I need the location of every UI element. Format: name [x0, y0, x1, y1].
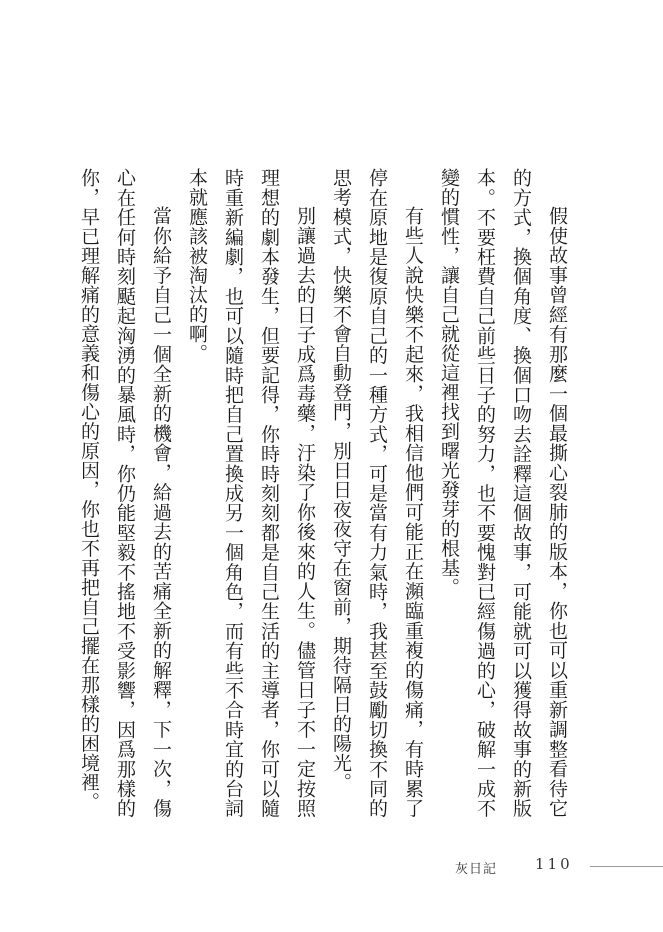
footer-divider [590, 866, 663, 867]
paragraph-1: 假使故事曾經有那麼一個最撕心裂肺的版本，你也可以重新調整看待它的方式，換個角度、換個口吻去詮釋這個故事，可能就可以獲得故事的新版本。不要枉費自己前些日子的努力，也不要愧對已經傷過的心，破解一成不變的慣性，讓自己就從這裡找到曙光發芽的根基。 [438, 168, 568, 818]
paragraph-4: 當你給予自己一個全新的機會，給過去的苦痛全新的解釋，下一次，傷心在任何時刻颳起洶湧的暴風時，你仍能堅毅不搖地不受影響，因爲那樣的你，早已理解痛的意義和傷心的原因，你也不再把自己擺在那樣的困境裡。 [78, 168, 172, 818]
paragraph-2: 有些人說快樂不起來，我相信他們可能正在瀕臨重複的傷痛，有時累了停在原地是復原自己的一種方式，可是當有力氣時，我甚至鼓勵切換不同的思考模式，快樂不會自動登門，別日日夜夜守在窗前，期待隔日的陽光。 [330, 168, 424, 818]
page-footer [455, 855, 663, 879]
vertical-text-body [71, 168, 575, 818]
book-title: 灰日記 [455, 862, 498, 877]
paragraph-3: 別讓過去的日子成爲毒藥，汙染了你後來的人生。儘管日子不一定按照理想的劇本發生，但要記得，你時時刻刻都是自己生活的主導者，你可以隨時重新編劇，也可以隨時把自己置換成另一個角色，而有些不合時宜的台詞本就應該被淘汰的啊。 [186, 168, 316, 818]
page-number: 110 [535, 855, 573, 873]
